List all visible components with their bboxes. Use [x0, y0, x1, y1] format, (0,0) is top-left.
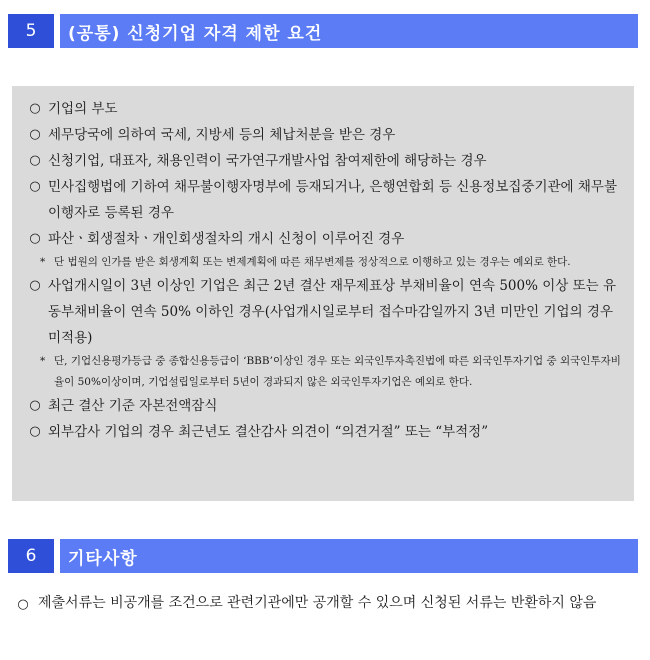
circle-bullet-icon: ○: [29, 398, 41, 413]
circle-bullet-icon: ○: [29, 231, 41, 246]
circle-bullet-icon: ○: [29, 424, 41, 439]
circle-bullet-icon: ○: [17, 597, 29, 612]
circle-bullet-icon: ○: [29, 101, 41, 116]
asterisk-marker: *: [40, 355, 46, 367]
footnote: * 단, 기업신용평가등급 중 종합신용등급이 ‘BBB’이상인 경우 또는 외국인투자촉진법에 따른 외국인투자기업 중 외국인투자비율이 50%이상이며, 기업설립일로부터 5년이 경과되지 않은 외국인투자기업은 예외로 한다.: [22, 351, 626, 393]
list-item: ○ 기업의 부도: [22, 96, 626, 122]
section-title: (공통) 신청기업 자격 제한 요건: [60, 14, 638, 48]
list-item: ○ 최근 결산 기준 자본전액잠식: [22, 393, 626, 419]
circle-bullet-icon: ○: [29, 153, 41, 168]
list-item: ○ 파산ㆍ회생절차ㆍ개인회생절차의 개시 신청이 이루어진 경우: [22, 226, 626, 252]
section-5-header: [8, 14, 638, 48]
list-item: ○ 민사집행법에 기하여 채무불이행자명부에 등재되거나, 은행연합회 등 신용정보집중기관에 채무불이행자로 등록된 경우: [22, 174, 626, 226]
section-title: 기타사항: [60, 539, 638, 573]
list-item: ○ 신청기업, 대표자, 채용인력이 국가연구개발사업 참여제한에 해당하는 경우: [22, 148, 626, 174]
requirements-box: [12, 86, 634, 501]
list-item: ○ 제출서류는 비공개를 조건으로 관련기관에만 공개할 수 있으며 신청된 서류는 반환하지 않음: [8, 590, 640, 620]
list-item: ○ 외부감사 기업의 경우 최근년도 결산감사 의견이 “의견거절” 또는 “부적정”: [22, 419, 626, 445]
circle-bullet-icon: ○: [29, 127, 41, 142]
list-item: ○ 세무당국에 의하여 국세, 지방세 등의 체납처분을 받은 경우: [22, 122, 626, 148]
circle-bullet-icon: ○: [29, 179, 41, 194]
footnote: * 단 법원의 인가를 받은 회생계획 또는 변제계획에 따른 채무변제를 정상적으로 이행하고 있는 경우는 예외로 한다.: [22, 252, 626, 273]
other-notes: [8, 590, 640, 620]
list-item: ○ 사업개시일이 3년 이상인 기업은 최근 2년 결산 재무제표상 부채비율이 연속 500% 이상 또는 유동부채비율이 연속 50% 이하인 경우(사업개시일로부터 접수마감일까지 3년 미만인 기업의 경우 미적용): [22, 273, 626, 351]
section-number: 6: [8, 539, 54, 573]
circle-bullet-icon: ○: [29, 278, 41, 293]
section-number: 5: [8, 14, 54, 48]
section-6-header: [8, 539, 638, 573]
asterisk-marker: *: [40, 256, 46, 268]
